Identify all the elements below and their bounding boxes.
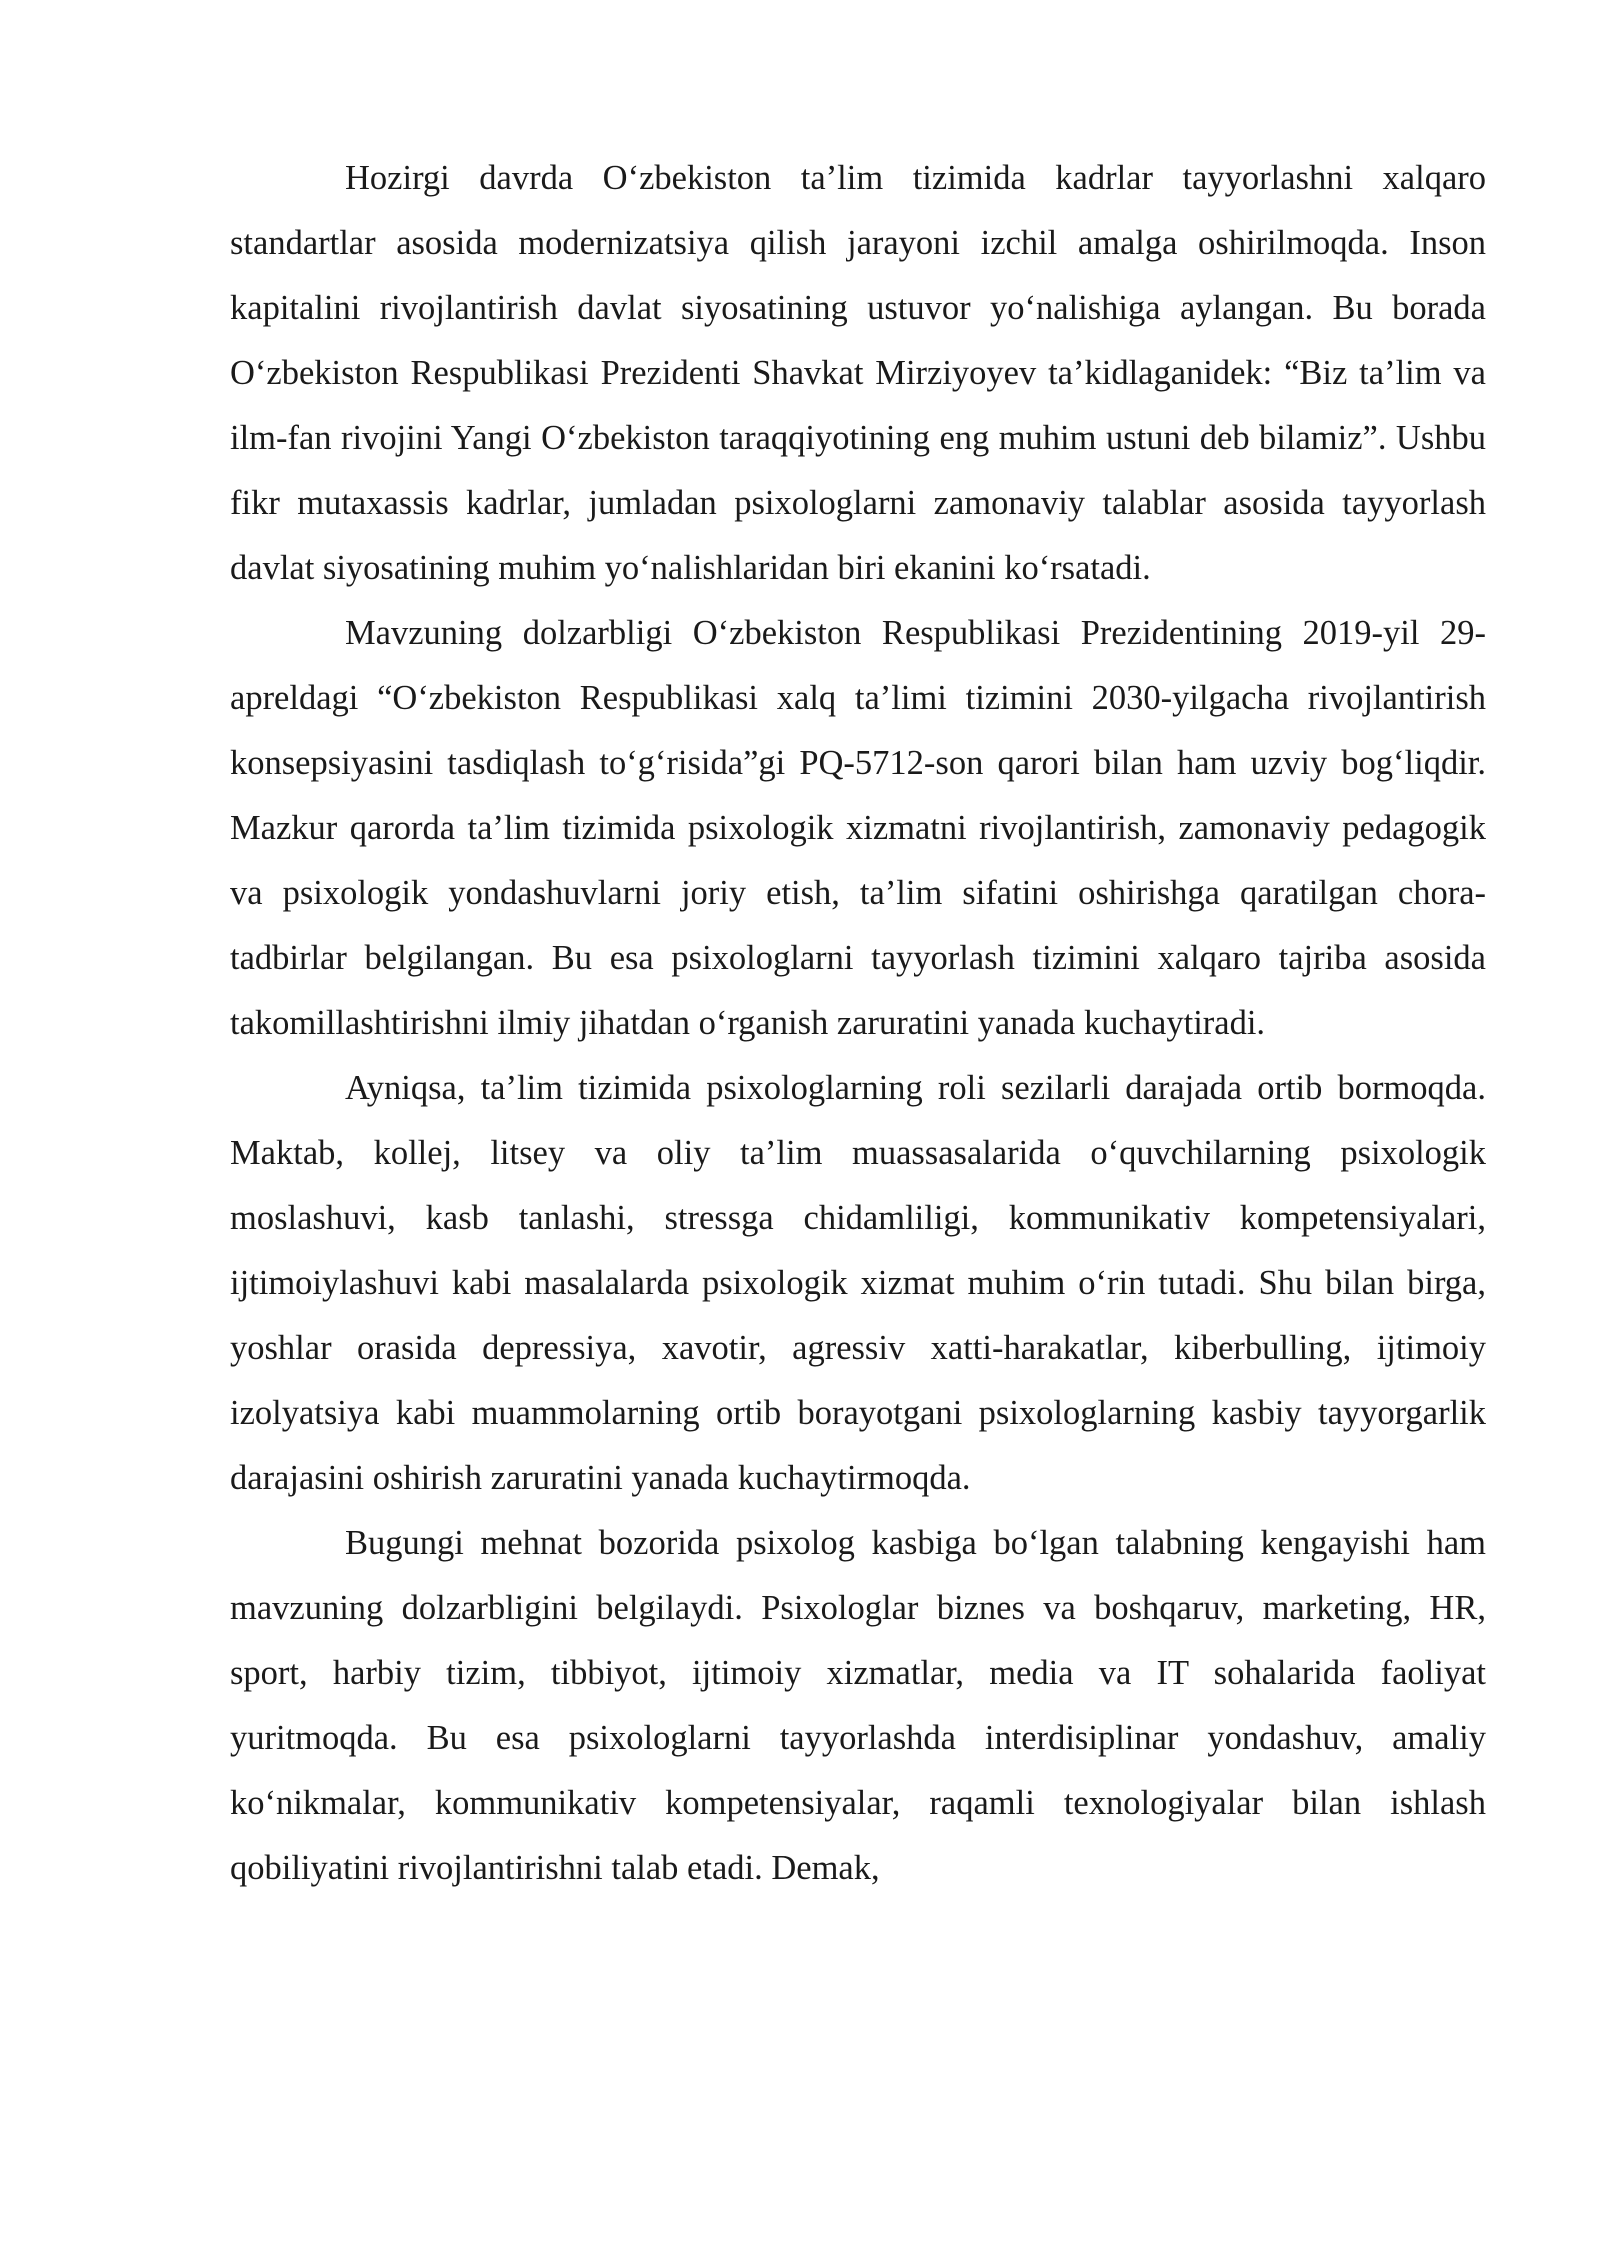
paragraph-4: Bugungi mehnat bozorida psixolog kasbiga bo‘lgan talabning kengayishi ham mavzuning dolzarbligini belgilaydi. Psixologlar biznes va boshqaruv, marketing, HR, sport, harbiy tizim, tibbiyot, ijtimoiy xizmatlar, media va IT sohalarida faoliyat yuritmoqda. Bu esa psixologlarni tayyorlashda interdisiplinar yondashuv, amaliy ko‘nikmalar, kommunikativ kompetensiyalar, raqamli texnologiyalar bilan ishlash qobiliyatini rivojlantirishni talab etadi. Demak, [230,1524,1486,1887]
paragraph-3: Ayniqsa, ta’lim tizimida psixologlarning roli sezilarli darajada ortib bormoqda. Maktab, kollej, litsey va oliy ta’lim muassasalarida o‘quvchilarning psixologik moslashuvi, kasb tanlashi, stressga chidamliligi, kommunikativ kompetensiyalari, ijtimoiylashuvi kabi masalalarda psixologik xizmat muhim o‘rin tutadi. Shu bilan birga, yoshlar orasida depressiya, xavotir, agressiv xatti-harakatlar, kiberbulling, ijtimoiy izolyatsiya kabi muammolarning ortib borayotgani psixologlarning kasbiy tayyorgarlik darajasini oshirish zaruratini yanada kuchaytirmoqda. [230,1069,1486,1497]
paragraph-1: Hozirgi davrda O‘zbekiston ta’lim tizimida kadrlar tayyorlashni xalqaro standartlar asosida modernizatsiya qilish jarayoni izchil amalga oshirilmoqda. Inson kapitalini rivojlantirish davlat siyosatining ustuvor yo‘nalishiga aylangan. Bu borada O‘zbekiston Respublikasi Prezidenti Shavkat Mirziyoyev ta’kidlaganidek: “Biz ta’lim va ilm-fan rivojini Yangi O‘zbekiston taraqqiyotining eng muhim ustuni deb bilamiz”. Ushbu fikr mutaxassis kadrlar, jumladan psixologlarni zamonaviy talablar asosida tayyorlash davlat siyosatining muhim yo‘nalishlaridan biri ekanini ko‘rsatadi. [230,159,1486,587]
paragraph-2: Mavzuning dolzarbligi O‘zbekiston Respublikasi Prezidentining 2019-yil 29-apreldagi “O‘zbekiston Respublikasi xalq ta’limi tizimini 2030-yilgacha rivojlantirish konsepsiyasini tasdiqlash to‘g‘risida”gi PQ-5712-son qarori bilan ham uzviy bog‘liqdir. Mazkur qarorda ta’lim tizimida psixologik xizmatni rivojlantirish, zamonaviy pedagogik va psixologik yondashuvlarni joriy etish, ta’lim sifatini oshirishga qaratilgan chora-tadbirlar belgilangan. Bu esa psixologlarni tayyorlash tizimini xalqaro tajriba asosida takomillashtirishni ilmiy jihatdan o‘rganish zaruratini yanada kuchaytiradi. [230,614,1486,1042]
document-page [230,146,1486,1901]
